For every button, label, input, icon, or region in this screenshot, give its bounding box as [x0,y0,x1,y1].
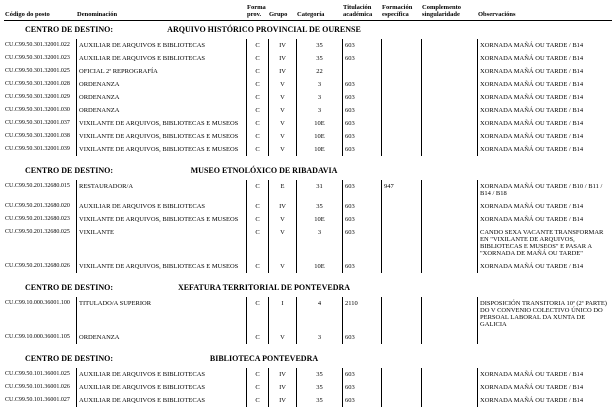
cell-codigo: CU.C99.10.000.36001.105 [5,334,70,340]
cell-denominacion: ORDENANZA [76,78,246,91]
cell-categoria: 4 [296,297,342,331]
cell-titulacion: 603 [342,213,381,226]
cell-denominacion: RESTAURADOR/A [76,180,246,200]
cell-complemento [421,78,477,91]
cell-categoria: 22 [296,65,342,78]
cell-forma: C [246,117,268,130]
cell-complemento [421,394,477,407]
table-row [4,143,612,156]
centro-name: XEFATURA TERRITORIAL DE PONTEVEDRA [177,283,351,292]
cell-codigo: CU.C99.10.000.36001.100 [5,300,70,306]
cell-denominacion: TITULADO/A SUPERIOR [76,297,246,331]
cell-codigo: CU.C99.50.201.32680.026 [5,263,70,269]
table-row [4,180,612,200]
col-header-formacion: Formación específica [382,4,413,18]
cell-complemento [421,39,477,52]
cell-categoria: 31 [296,180,342,200]
col-header-categoria: Categoría [297,11,325,18]
table-row [4,368,612,381]
cell-observacions: XORNADA MAÑÁ OU TARDE / B14 [477,104,612,117]
centro-destino-label: CENTRO DE DESTINO: [25,25,114,34]
cell-observacions: XORNADA MAÑÁ OU TARDE / B14 [477,117,612,130]
cell-complemento [421,213,477,226]
cell-complemento [421,260,477,273]
cell-denominacion: AUXILIAR DE ARQUIVOS E BIBLIOTECAS [76,394,246,407]
cell-complemento [421,297,477,331]
cell-observacions: XORNADA MAÑÁ OU TARDE / B14 [477,213,612,226]
cell-formacion [381,143,421,156]
cell-observacions: XORNADA MAÑÁ OU TARDE / B14 [477,200,612,213]
cell-denominacion: VIXILANTE DE ARQUIVOS, BIBLIOTECAS E MUSEOS [76,143,246,156]
cell-denominacion: ORDENANZA [76,91,246,104]
cell-forma: C [246,180,268,200]
cell-codigo: CU.C99.50.101.36001.027 [5,397,70,403]
table-row [4,200,612,213]
cell-titulacion: 603 [342,226,381,260]
cell-grupo: IV [268,39,296,52]
table-row [4,39,612,52]
cell-complemento [421,200,477,213]
cell-formacion [381,260,421,273]
cell-forma: C [246,52,268,65]
cell-complemento [421,117,477,130]
cell-formacion [381,368,421,381]
table-row [4,130,612,143]
table-row [4,213,612,226]
cell-formacion: 947 [381,180,421,200]
centro-section [4,354,612,407]
cell-forma: C [246,200,268,213]
cell-forma: C [246,78,268,91]
table-row [4,78,612,91]
cell-denominacion: VIXILANTE DE ARQUIVOS, BIBLIOTECAS E MUSEOS [76,260,246,273]
cell-grupo: V [268,130,296,143]
table-row [4,117,612,130]
cell-formacion [381,130,421,143]
cell-grupo: V [268,117,296,130]
centro-section [4,25,612,156]
cell-forma: C [246,381,268,394]
cell-titulacion: 603 [342,368,381,381]
cell-titulacion: 2110 [342,297,381,331]
cell-codigo: CU.C99.50.301.32001.038 [5,133,70,139]
col-header-complemento: Complemento singularidade [422,4,461,18]
centro-header [4,166,612,178]
cell-titulacion: 603 [342,39,381,52]
cell-complemento [421,368,477,381]
cell-categoria: 10E [296,117,342,130]
cell-forma: C [246,331,268,344]
table-row [4,297,612,331]
cell-titulacion: 603 [342,200,381,213]
centro-name: BIBLIOTECA PONTEVEDRA [209,354,319,363]
centro-destino-label: CENTRO DE DESTINO: [25,283,114,292]
cell-observacions: XORNADA MAÑÁ OU TARDE / B14 [477,52,612,65]
cell-denominacion: AUXILIAR DE ARQUIVOS E BIBLIOTECAS [76,368,246,381]
cell-denominacion: AUXILIAR DE ARQUIVOS E BIBLIOTECAS [76,39,246,52]
cell-forma: C [246,65,268,78]
cell-grupo: V [268,213,296,226]
cell-titulacion: 603 [342,260,381,273]
cell-denominacion: VIXILANTE DE ARQUIVOS, BIBLIOTECAS E MUSEOS [76,130,246,143]
cell-codigo: CU.C99.50.301.32001.023 [5,55,70,61]
cell-complemento [421,331,477,344]
cell-complemento [421,130,477,143]
cell-denominacion: VIXILANTE [76,226,246,260]
cell-formacion [381,200,421,213]
cell-denominacion: AUXILIAR DE ARQUIVOS E BIBLIOTECAS [76,200,246,213]
cell-categoria: 35 [296,381,342,394]
col-header-denominacion: Denominación [77,11,118,18]
cell-observacions: XORNADA MAÑÁ OU TARDE / B14 [477,130,612,143]
cell-codigo: CU.C99.50.201.32680.020 [5,203,70,209]
cell-formacion [381,65,421,78]
cell-complemento [421,104,477,117]
table-row [4,381,612,394]
cell-grupo: V [268,143,296,156]
cell-categoria: 3 [296,78,342,91]
centro-section [4,166,612,273]
cell-codigo: CU.C99.50.301.32001.022 [5,42,70,48]
cell-observacions [477,331,612,344]
cell-denominacion: ORDENANZA [76,331,246,344]
centro-header [4,354,612,366]
col-header-observacions: Observacións [478,11,516,18]
cell-observacions: XORNADA MAÑÁ OU TARDE / B14 [477,260,612,273]
cell-complemento [421,52,477,65]
cell-categoria: 35 [296,39,342,52]
cell-denominacion: ORDENANZA [76,104,246,117]
cell-forma: C [246,394,268,407]
table-row [4,394,612,407]
cell-formacion [381,78,421,91]
cell-grupo: V [268,331,296,344]
col-header-grupo: Grupo [269,11,288,18]
cell-observacions: XORNADA MAÑÁ OU TARDE / B14 [477,394,612,407]
column-header-row [4,0,612,21]
cell-grupo: V [268,91,296,104]
cell-forma: C [246,39,268,52]
cell-grupo: IV [268,381,296,394]
cell-formacion [381,117,421,130]
table-row [4,52,612,65]
cell-denominacion: VIXILANTE DE ARQUIVOS, BIBLIOTECAS E MUSEOS [76,117,246,130]
centro-header [4,25,612,37]
cell-titulacion: 603 [342,394,381,407]
cell-denominacion: VIXILANTE DE ARQUIVOS, BIBLIOTECAS E MUSEOS [76,213,246,226]
cell-complemento [421,65,477,78]
cell-forma: C [246,130,268,143]
cell-formacion [381,213,421,226]
cell-grupo: IV [268,65,296,78]
table-row [4,65,612,78]
cell-titulacion: 603 [342,130,381,143]
cell-forma: C [246,91,268,104]
cell-codigo: CU.C99.50.201.32680.025 [5,229,70,235]
centro-destino-label: CENTRO DE DESTINO: [25,166,114,175]
cell-codigo: CU.C99.50.301.32001.039 [5,146,70,152]
col-header-titulacion: Titulación académica [343,4,373,18]
cell-formacion [381,297,421,331]
cell-categoria: 35 [296,368,342,381]
cell-codigo: CU.C99.50.101.36001.026 [5,384,70,390]
centro-header [4,283,612,295]
cell-codigo: CU.C99.50.301.32001.025 [5,68,70,74]
cell-observacions: XORNADA MAÑÁ OU TARDE / B14 [477,39,612,52]
cell-observacions: XORNADA MAÑÁ OU TARDE / B14 [477,91,612,104]
cell-categoria: 3 [296,226,342,260]
cell-codigo: CU.C99.50.301.32001.030 [5,107,70,113]
cell-grupo: V [268,226,296,260]
cell-formacion [381,39,421,52]
cell-complemento [421,143,477,156]
centro-name: MUSEO ETNOLÓXICO DE RIBADAVIA [190,166,338,175]
cell-observacions: DISPOSICIÓN TRANSITORIA 10ª (2ª PARTE) DO V CONVENIO COLECTIVO ÚNICO DO PERSOAL LABORAL DA XUNTA DE GALICIA [477,297,612,331]
cell-grupo: IV [268,200,296,213]
col-header-forma-prov: Forma prov. [247,4,266,18]
cell-grupo: V [268,78,296,91]
cell-categoria: 3 [296,331,342,344]
cell-codigo: CU.C99.50.301.32001.037 [5,120,70,126]
cell-complemento [421,381,477,394]
cell-observacions: XORNADA MAÑÁ OU TARDE / B10 / B11 / B14 / B18 [477,180,612,200]
cell-grupo: IV [268,52,296,65]
cell-categoria: 10E [296,143,342,156]
cell-observacions: XORNADA MAÑÁ OU TARDE / B14 [477,143,612,156]
cell-formacion [381,394,421,407]
cell-observacions: XORNADA MAÑÁ OU TARDE / B14 [477,65,612,78]
cell-forma: C [246,297,268,331]
cell-titulacion: 603 [342,52,381,65]
cell-titulacion: 603 [342,104,381,117]
cell-codigo: CU.C99.50.101.36001.025 [5,371,70,377]
col-header-codigo: Código do posto [5,11,50,18]
cell-complemento [421,180,477,200]
cell-categoria: 10E [296,130,342,143]
cell-categoria: 35 [296,394,342,407]
table-row [4,91,612,104]
cell-categoria: 10E [296,213,342,226]
cell-grupo: V [268,104,296,117]
cell-titulacion [342,65,381,78]
cell-codigo: CU.C99.50.301.32001.029 [5,94,70,100]
cell-titulacion: 603 [342,331,381,344]
cell-categoria: 3 [296,91,342,104]
cell-formacion [381,52,421,65]
cell-formacion [381,104,421,117]
cell-grupo: V [268,260,296,273]
cell-forma: C [246,213,268,226]
cell-observacions: XORNADA MAÑÁ OU TARDE / B14 [477,381,612,394]
table-row [4,331,612,344]
table-row [4,260,612,273]
cell-grupo: IV [268,368,296,381]
table-body [4,25,612,407]
cell-forma: C [246,143,268,156]
cell-grupo: IV [268,394,296,407]
cell-formacion [381,331,421,344]
centro-destino-label: CENTRO DE DESTINO: [25,354,114,363]
cell-grupo: I [268,297,296,331]
cell-denominacion: OFICIAL 2ª REPROGRAFÍA [76,65,246,78]
cell-observacions: XORNADA MAÑÁ OU TARDE / B14 [477,78,612,91]
table-row [4,226,612,260]
cell-codigo: CU.C99.50.301.32001.028 [5,81,70,87]
cell-categoria: 10E [296,260,342,273]
table-row [4,104,612,117]
cell-titulacion: 603 [342,143,381,156]
cell-categoria: 35 [296,200,342,213]
cell-complemento [421,226,477,260]
cell-categoria: 3 [296,104,342,117]
cell-complemento [421,91,477,104]
cell-forma: C [246,104,268,117]
cell-observacions: CANDO SEXA VACANTE TRANSFORMAR EN "VIXILANTE DE ARQUIVOS, BIBLIOTECAS E MUSEOS" E PASAR A "XORNADA DE MAÑÁ OU TARDE" [477,226,612,260]
centro-name: ARQUIVO HISTÓRICO PROVINCIAL DE OURENSE [167,25,361,34]
cell-titulacion: 603 [342,91,381,104]
cell-codigo: CU.C99.50.201.32680.023 [5,216,70,222]
cell-grupo: E [268,180,296,200]
cell-observacions: XORNADA MAÑÁ OU TARDE / B14 [477,368,612,381]
cell-categoria: 35 [296,52,342,65]
centro-section [4,283,612,344]
cell-forma: C [246,260,268,273]
cell-denominacion: AUXILIAR DE ARQUIVOS E BIBLIOTECAS [76,381,246,394]
cell-titulacion: 603 [342,381,381,394]
cell-denominacion: AUXILIAR DE ARQUIVOS E BIBLIOTECAS [76,52,246,65]
cell-formacion [381,226,421,260]
cell-forma: C [246,368,268,381]
cell-codigo: CU.C99.50.201.32680.015 [5,183,70,189]
cell-formacion [381,381,421,394]
cell-titulacion: 603 [342,78,381,91]
cell-formacion [381,91,421,104]
cell-forma: C [246,226,268,260]
cell-titulacion: 603 [342,180,381,200]
cell-titulacion: 603 [342,117,381,130]
